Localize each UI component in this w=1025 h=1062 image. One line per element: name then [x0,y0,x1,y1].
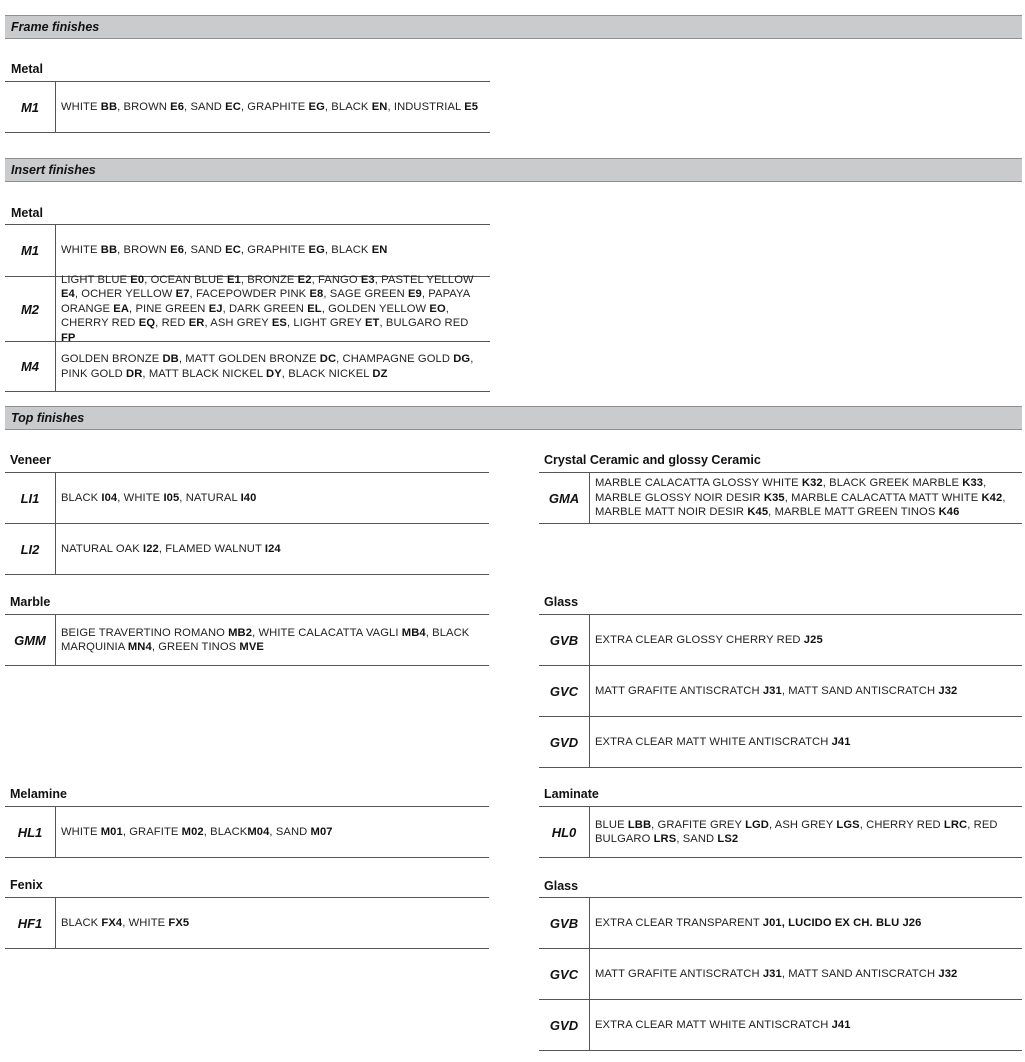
finish-name: EXTRA CLEAR TRANSPARENT [595,916,763,929]
ceramic-table [539,472,1022,524]
finish-name: , MATT BLACK NICKEL [142,367,267,380]
finish-code-value: ER [188,317,205,330]
finish-name: EXTRA CLEAR MATT WHITE ANTISCRATCH [595,735,832,748]
finish-name: , SAND [184,100,226,113]
finish-code-value: ES [271,317,287,330]
finish-code-value: EC [225,100,241,113]
finish-name: BLACK [61,916,102,929]
finish-name: , SAND [676,833,718,845]
finish-name: , BLACK MARQUINIA [61,626,470,653]
finish-code-value: BB [100,100,118,113]
finish-name: , BLACK NICKEL [281,367,373,380]
finish-name: MATT GRAFITE ANTISCRATCH [595,684,763,697]
finish-code-value: EA [113,302,130,315]
finish-code-value: ET [364,317,380,330]
finish-code-value: EC [225,244,241,257]
finish-name: , FLAMED WALNUT [158,542,265,555]
finish-code-value: FP [61,331,76,344]
finish-code: GMA [539,473,590,523]
finish-code-value: E9 [407,288,422,301]
finish-name: , BROWN [117,244,171,257]
finish-code-value: EN [371,244,388,257]
finish-code-value: K32 [801,477,823,490]
finish-code-value: MB4 [401,626,426,639]
finish-description [590,1000,1022,1050]
finish-name: , MATT GOLDEN BRONZE [178,353,320,365]
finish-code-value: K42 [981,491,1003,504]
finish-name: EXTRA CLEAR GLOSSY CHERRY RED [595,633,804,646]
finish-name: , PINE GREEN [129,302,209,315]
finish-code: HL0 [539,807,590,857]
finish-code-value: LGS [836,818,860,831]
finish-code-value: E6 [170,244,185,257]
finish-code-value: EJ [208,302,223,315]
finish-name: , BLACK [324,100,372,113]
finish-description [56,82,490,132]
insert-finishes-bar [5,158,1022,182]
finish-name: , MATT SAND ANTISCRATCH [781,967,939,980]
finish-row [539,898,1022,949]
finish-code: HL1 [5,807,56,857]
finish-code: GVD [539,717,590,767]
finish-description [56,898,489,948]
glass-table-2 [539,897,1022,1051]
finish-code-value: E2 [297,273,312,286]
glass-title-2: Glass [544,879,579,893]
finish-code-value: K33 [962,477,984,490]
finish-code-value: LRS [653,833,677,845]
finish-code: GVB [539,615,590,665]
finish-code-value: E4 [61,288,75,301]
finish-code: M1 [5,82,56,132]
finish-code: M4 [5,342,56,391]
finish-code: GVC [539,666,590,716]
finish-code: LI2 [5,524,56,574]
finish-name: , MARBLE GLOSSY NOIR DESIR [595,477,987,504]
finish-name: WHITE [61,825,101,838]
finish-code-value: J32 [938,967,958,980]
finish-code-value: J25 [803,633,823,646]
finish-row [5,807,489,858]
finish-name: , OCHER YELLOW [74,288,176,301]
finish-code-value: DG [453,353,471,365]
finish-row [539,717,1022,768]
finish-name: , DARK GREEN [222,302,308,315]
finish-row [539,1000,1022,1051]
finish-code-value: LS2 [717,833,739,845]
finish-code-value: DY [266,367,282,380]
finish-row [5,82,490,133]
frame-metal-table [5,81,490,133]
finish-description [590,615,1022,665]
finish-code-value: I22 [143,542,159,555]
finish-code-value: DR [126,367,143,380]
section-title: Insert finishes [11,163,96,177]
finish-name: , CHERRY RED [859,818,944,831]
finish-name: GOLDEN BRONZE [61,353,163,365]
marble-title: Marble [10,595,51,609]
finish-row [539,807,1022,858]
finish-name: , OCEAN BLUE [144,273,227,286]
finish-description [590,949,1022,999]
finish-code-value: M01 [100,825,123,838]
top-finishes-bar [5,406,1022,430]
finish-row [5,615,489,666]
finish-code-value: M07 [310,825,333,838]
finish-code-value: J32 [938,684,958,697]
finish-description [590,666,1022,716]
finish-row [5,273,490,344]
finish-code: HF1 [5,898,56,948]
finish-code-value: MB2 [228,626,253,639]
finish-code-value: J41 [831,735,851,748]
finish-code-value: I05 [163,491,180,504]
finish-name: , INDUSTRIAL [387,100,465,113]
finish-row [5,898,489,949]
finish-row [5,524,489,575]
finish-description [590,473,1022,523]
finish-name: , CHAMPAGNE GOLD [336,353,454,365]
finish-code-value: I24 [264,542,281,555]
finish-description [56,225,490,276]
finish-name: , MATT SAND ANTISCRATCH [781,684,939,697]
ceramic-title: Crystal Ceramic and glossy Ceramic [544,453,761,467]
finish-name: , SAND [184,244,226,257]
finish-code-value: EG [308,100,325,113]
finish-name: , BLACK [203,825,248,838]
finish-name: , GRAFITE [122,825,182,838]
finish-name: BLUE [595,818,628,831]
finish-code-value: I40 [240,491,257,504]
finish-code-value: E6 [170,100,185,113]
finish-description [590,717,1022,767]
finish-name: , WHITE [117,491,164,504]
finish-description [56,807,489,857]
insert-metal-table [5,224,490,392]
finish-code-value: K46 [938,506,960,519]
veneer-table [5,472,489,575]
finish-code-value: K35 [763,491,785,504]
finish-name: , PINK GOLD [61,353,474,380]
finish-code-value: K45 [747,506,769,519]
finish-code-value: E0 [130,273,145,286]
finish-description [590,898,1022,948]
finish-description [56,615,489,665]
finish-name: , GRAFITE GREY [651,818,746,831]
finish-name: NATURAL OAK [61,542,144,555]
finish-code-value: E7 [175,288,190,301]
finish-code-value: M02 [181,825,204,838]
finish-name: , BLACK GREEK MARBLE [822,477,963,490]
finish-code-value: M04 [247,825,270,838]
finish-row [5,342,490,392]
finish-name: , GOLDEN YELLOW [321,302,430,315]
finish-row [539,615,1022,666]
finish-code-value: EG [308,244,325,257]
finish-name: EXTRA CLEAR MATT WHITE ANTISCRATCH [595,1018,832,1031]
finish-name: BEIGE TRAVERTINO ROMANO [61,626,229,639]
finish-description [56,273,490,344]
finish-name: MARBLE CALACATTA GLOSSY WHITE [595,477,802,490]
finish-name: BLACK [61,491,102,504]
finish-name: , BLACK [324,244,372,257]
finish-code-value: EO [429,302,446,315]
finish-description [590,807,1022,857]
finish-description [56,473,489,523]
finish-name: , RED BULGARO [595,818,998,845]
insert-metal-title: Metal [11,206,43,220]
fenix-title: Fenix [10,878,43,892]
finish-name: MATT GRAFITE ANTISCRATCH [595,967,763,980]
finish-code-value: LBB [627,818,652,831]
finish-code-value: E5 [464,100,479,113]
laminate-table [539,806,1022,858]
finish-code-value: MN4 [127,641,152,653]
finish-name: , BRONZE [240,273,298,286]
finish-row [5,225,490,277]
finish-name: , ASH GREY [768,818,837,831]
finish-code-value: FX5 [168,916,190,929]
finish-name: , ASH GREY [204,317,272,330]
finish-row [539,473,1022,524]
finish-code-value: DB [162,353,179,365]
finish-code: M2 [5,277,56,341]
finish-code: GVC [539,949,590,999]
finish-row [539,949,1022,1000]
finish-name: , PAPAYA ORANGE [61,288,470,315]
melamine-title: Melamine [10,787,67,801]
finish-code-value: E3 [360,273,375,286]
section-title: Top finishes [11,411,85,425]
finish-name: WHITE [61,100,101,113]
finish-code-value: E1 [226,273,241,286]
melamine-table [5,806,489,858]
finish-code-value: EN [371,100,388,113]
finish-code: GMM [5,615,56,665]
laminate-title: Laminate [544,787,599,801]
finish-code-value: E8 [309,288,324,301]
finish-name: , RED [155,317,189,330]
finish-name: WHITE [61,244,101,257]
finish-name: , FANGO [311,273,361,286]
finish-name: LIGHT BLUE [61,273,131,286]
finish-code: GVD [539,1000,590,1050]
finish-code: GVB [539,898,590,948]
finish-name: , PASTEL YELLOW [374,273,474,286]
finish-name: , CHERRY RED [61,302,449,330]
finish-name: , GREEN TINOS [151,641,240,653]
frame-finishes-bar [5,15,1022,39]
finish-code-value: LGD [745,818,769,831]
finish-code-value: J31 [762,684,782,697]
finish-name: , GRAPHITE [240,100,309,113]
finish-row [5,473,489,524]
finish-code-value: BB [100,244,118,257]
finish-name: , SAGE GREEN [323,288,408,301]
finish-code-value: DC [319,353,337,365]
finish-code-value: DZ [372,367,388,380]
finish-code-value: J01, LUCIDO EX CH. BLU J26 [762,916,922,929]
frame-metal-title: Metal [11,62,43,76]
glass-title: Glass [544,595,579,609]
finish-name: , WHITE CALACATTA VAGLI [252,626,402,639]
finish-code: M1 [5,225,56,276]
glass-table [539,614,1022,768]
finish-name: , SAND [269,825,311,838]
section-title: Frame finishes [11,20,100,34]
finish-name: , BROWN [117,100,171,113]
finish-description [56,342,490,391]
finish-name: , BULGARO RED [379,317,469,330]
finish-code-value: FX4 [101,916,123,929]
finish-code-value: LRC [943,818,968,831]
finish-row [539,666,1022,717]
finish-name: , GRAPHITE [240,244,309,257]
finish-code-value: EQ [138,317,156,330]
finish-name: , FACEPOWDER PINK [189,288,310,301]
finish-code: LI1 [5,473,56,523]
finish-name: , WHITE [122,916,169,929]
finish-code-value: MVE [239,641,264,653]
finish-name: , MARBLE MATT NOIR DESIR [595,491,1006,519]
finish-code-value: J31 [762,967,782,980]
finish-code-value: EL [307,302,322,315]
finish-code-value: J41 [831,1018,851,1031]
fenix-table [5,897,489,949]
finish-name: , MARBLE MATT GREEN TINOS [768,506,939,519]
finish-name: , MARBLE CALACATTA MATT WHITE [784,491,982,504]
marble-table [5,614,489,666]
veneer-title: Veneer [10,453,52,467]
finish-name: , NATURAL [179,491,241,504]
finish-name: , LIGHT GREY [287,317,365,330]
finish-description [56,524,489,574]
finish-code-value: I04 [101,491,118,504]
